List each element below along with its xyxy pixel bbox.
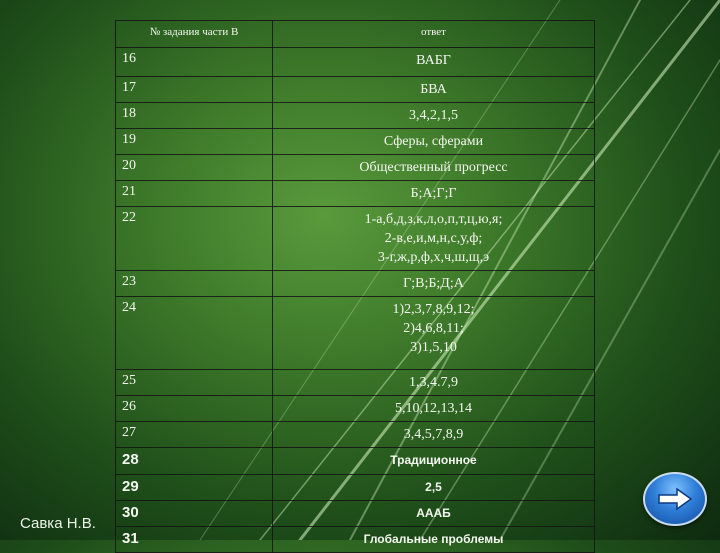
answer-cell — [273, 501, 595, 527]
answer-cell — [273, 297, 595, 370]
task-number-cell: 29 — [116, 475, 273, 501]
answer-line: 2,5 — [425, 480, 442, 494]
next-slide-button[interactable] — [643, 472, 707, 526]
task-number-cell: 26 — [116, 396, 273, 422]
answer-cell — [273, 207, 595, 271]
task-number-cell: 20 — [116, 155, 273, 181]
answer-cell — [273, 271, 595, 297]
table-row — [116, 77, 595, 103]
answer-line: АААБ — [416, 506, 451, 520]
table-row — [116, 501, 595, 527]
answer-line: Сферы, сферами — [383, 134, 484, 149]
header-answer: ответ — [273, 21, 595, 48]
table-row — [116, 181, 595, 207]
answer-line: 3,4,5,7,8,9 — [403, 427, 464, 442]
task-number-cell: 24 — [116, 297, 273, 370]
table-header-row — [116, 21, 595, 48]
table-row — [116, 297, 595, 370]
task-number-cell: 30 — [116, 501, 273, 527]
answer-line: 3,4,2,1,5 — [409, 108, 458, 123]
answer-line: 3-г,ж,р,ф,х,ч,ш,щ,э — [377, 250, 490, 265]
task-number-cell: 21 — [116, 181, 273, 207]
table-row — [116, 475, 595, 501]
table-row — [116, 155, 595, 181]
answer-line: 3)1,5,10 — [410, 340, 457, 355]
author-name: Савка Н.В. — [20, 515, 96, 532]
table-row — [116, 207, 595, 271]
answer-cell — [273, 181, 595, 207]
arrow-right-icon — [657, 487, 693, 511]
task-number-cell: 16 — [116, 48, 273, 77]
answer-cell — [273, 129, 595, 155]
answer-cell — [273, 396, 595, 422]
answer-line: 1)2,3,7,8,9,12; — [392, 302, 475, 317]
answer-cell — [273, 155, 595, 181]
table-row — [116, 48, 595, 77]
task-number-cell: 17 — [116, 77, 273, 103]
table-row — [116, 370, 595, 396]
answer-line: Глобальные проблемы — [363, 532, 504, 546]
task-number-cell: 23 — [116, 271, 273, 297]
answer-line: 1,3,4.7,9 — [409, 375, 458, 390]
answer-line: Б;А;Г;Г — [410, 186, 457, 201]
task-number-cell: 27 — [116, 422, 273, 448]
header-task-number: № задания части В — [116, 21, 273, 48]
table-row — [116, 448, 595, 475]
answer-cell — [273, 448, 595, 475]
answer-line: Традиционное — [390, 453, 477, 467]
table-row — [116, 271, 595, 297]
task-number-cell: 28 — [116, 448, 273, 475]
answer-line: 2-в,е,и,м,н,с,у,ф; — [384, 231, 483, 246]
answer-cell — [273, 422, 595, 448]
task-number-cell: 25 — [116, 370, 273, 396]
table-row — [116, 129, 595, 155]
task-number-cell: 18 — [116, 103, 273, 129]
task-number-cell: 22 — [116, 207, 273, 271]
table-row — [116, 103, 595, 129]
answer-cell — [273, 77, 595, 103]
answer-cell — [273, 475, 595, 501]
answer-line: 2)4,6,8,11; — [403, 321, 464, 336]
task-number-cell: 19 — [116, 129, 273, 155]
answer-line: 5,10,12,13,14 — [395, 401, 472, 416]
task-number-cell: 31 — [116, 527, 273, 553]
table-row — [116, 422, 595, 448]
answer-cell — [273, 48, 595, 77]
answers-table-container — [115, 20, 595, 553]
answer-cell — [273, 103, 595, 129]
answer-line: ВАБГ — [416, 53, 451, 68]
table-row — [116, 396, 595, 422]
answer-cell — [273, 370, 595, 396]
answer-line: 1-а,б,д,з,к,л,о,п,т,ц,ю,я; — [364, 212, 503, 227]
answers-table — [115, 20, 595, 553]
answer-line: Г;В;Б;Д;А — [403, 276, 464, 291]
answer-line: БВА — [420, 82, 447, 97]
answer-line: Общественный прогресс — [359, 160, 508, 175]
